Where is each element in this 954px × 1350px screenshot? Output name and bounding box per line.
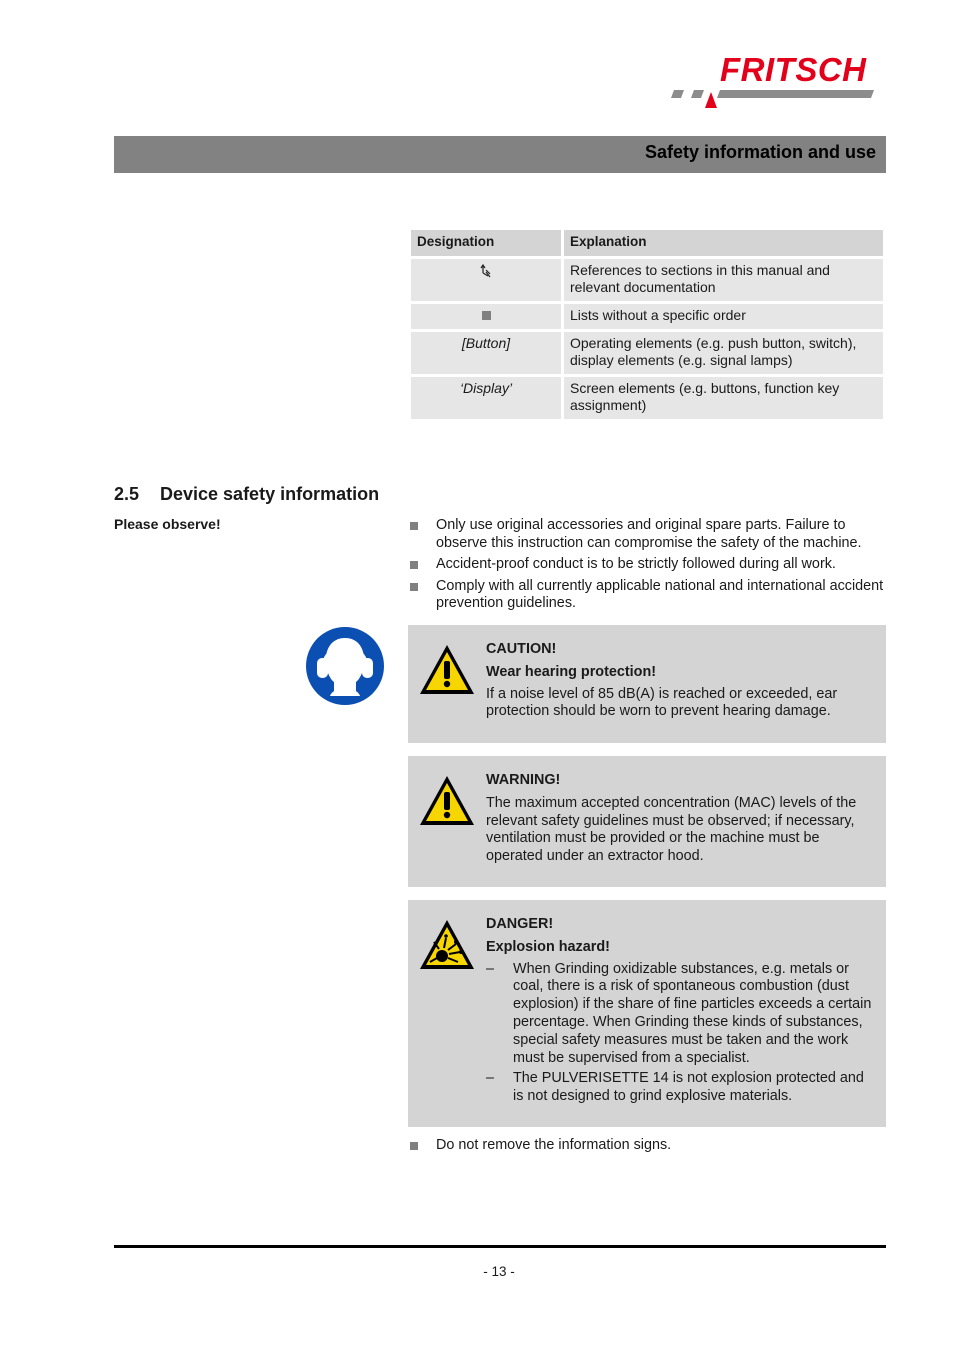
table-row [411, 377, 883, 419]
designation-table [408, 227, 886, 422]
square-bullet-icon [410, 561, 418, 569]
table-cell-explanation: Lists without a specific order [564, 304, 883, 329]
section-header-bar [114, 136, 886, 173]
table-cell-designation: ‘Display’ [411, 377, 561, 419]
table-header-cell: Explanation [564, 230, 883, 256]
notice-content [486, 641, 876, 721]
explosion-hazard-icon [418, 918, 476, 972]
list-item-text: Do not remove the information signs. [436, 1137, 672, 1153]
notice-label: CAUTION! [486, 641, 557, 657]
notice-subtitle: Wear hearing protection! [486, 663, 657, 680]
logo-bars-graphic [668, 86, 888, 112]
table-cell-designation [411, 304, 561, 329]
square-bullet-icon [482, 311, 491, 320]
list-item [486, 961, 876, 1068]
notice-label: DANGER! [486, 916, 554, 932]
cross-reference-arrow-icon [480, 264, 492, 278]
list-item-text: The PULVERISETTE 14 is not explosion protected and is not designed to grind explosive materials. [513, 1070, 864, 1105]
list-item [408, 1137, 886, 1155]
notice-label: WARNING! [486, 772, 561, 788]
caution-notice [408, 625, 886, 743]
table-cell-explanation: Operating elements (e.g. push button, switch), display elements (e.g. signal lamps) [564, 332, 883, 374]
warning-notice [408, 756, 886, 887]
list-item-text: Accident-proof conduct is to be strictly followed during all work. [436, 556, 836, 572]
table-cell-explanation: References to sections in this manual and relevant documentation [564, 259, 883, 301]
dash-marker: – [486, 960, 495, 977]
page-title: Safety information and use [644, 142, 876, 162]
list-item-text: Only use original accessories and original spare parts. Failure to observe this instruction can compromise the safety of the machine. [436, 517, 862, 551]
table-header-row [411, 230, 883, 256]
list-item-text: Comply with all currently applicable national and international accident prevention guidelines. [436, 577, 884, 611]
list-item [486, 1070, 876, 1106]
warning-triangle-icon [418, 643, 476, 697]
notice-text: If a noise level of 85 dB(A) is reached or exceeded, ear protection should be worn to prevent hearing damage. [486, 685, 838, 720]
list-item [408, 578, 886, 613]
square-bullet-icon [410, 583, 418, 591]
table-row [411, 332, 883, 374]
danger-list [486, 961, 876, 1106]
danger-notice [408, 900, 886, 1127]
footer-divider [114, 1245, 886, 1248]
section-heading [114, 484, 379, 505]
list-item-text: When Grinding oxidizable substances, e.g. metals or coal, there is a risk of spontaneous combustion (dust explosion) if the share of fine particles exceeds a certain percentage. When Grinding these kinds of substances, special safety measures must be taken and the work must be supervised from a specialist. [513, 960, 872, 1066]
dash-marker: – [486, 1070, 495, 1087]
list-item [408, 517, 886, 552]
list-item [408, 556, 886, 574]
notice-content [486, 772, 876, 866]
table-header-cell: Designation [411, 230, 561, 256]
section-number: 2.5 [114, 484, 140, 504]
bullet-list-top [408, 517, 886, 617]
fritsch-logo [668, 52, 888, 114]
notice-subtitle: Explosion hazard! [486, 938, 610, 955]
table-row [411, 259, 883, 301]
bullet-list-bottom [408, 1137, 886, 1159]
square-bullet-icon [410, 1142, 418, 1150]
page-number: - 13 - [483, 1264, 515, 1279]
notice-content [486, 916, 876, 1109]
square-bullet-icon [410, 522, 418, 530]
side-note: Please observe! [114, 516, 221, 532]
notice-text: The maximum accepted concentration (MAC) levels of the relevant safety guidelines must be observed; if necessary, ventilation must be provided or the machine must be operated under an extractor hood. [486, 794, 857, 865]
table-cell-designation [411, 259, 561, 301]
table-cell-designation: [Button] [411, 332, 561, 374]
table-cell-explanation: Screen elements (e.g. buttons, function key assignment) [564, 377, 883, 419]
logo-text: FRITSCH [720, 51, 867, 88]
hearing-protection-icon [303, 624, 387, 708]
section-title: Device safety information [160, 484, 380, 504]
table-row [411, 304, 883, 329]
warning-triangle-icon [418, 774, 476, 828]
